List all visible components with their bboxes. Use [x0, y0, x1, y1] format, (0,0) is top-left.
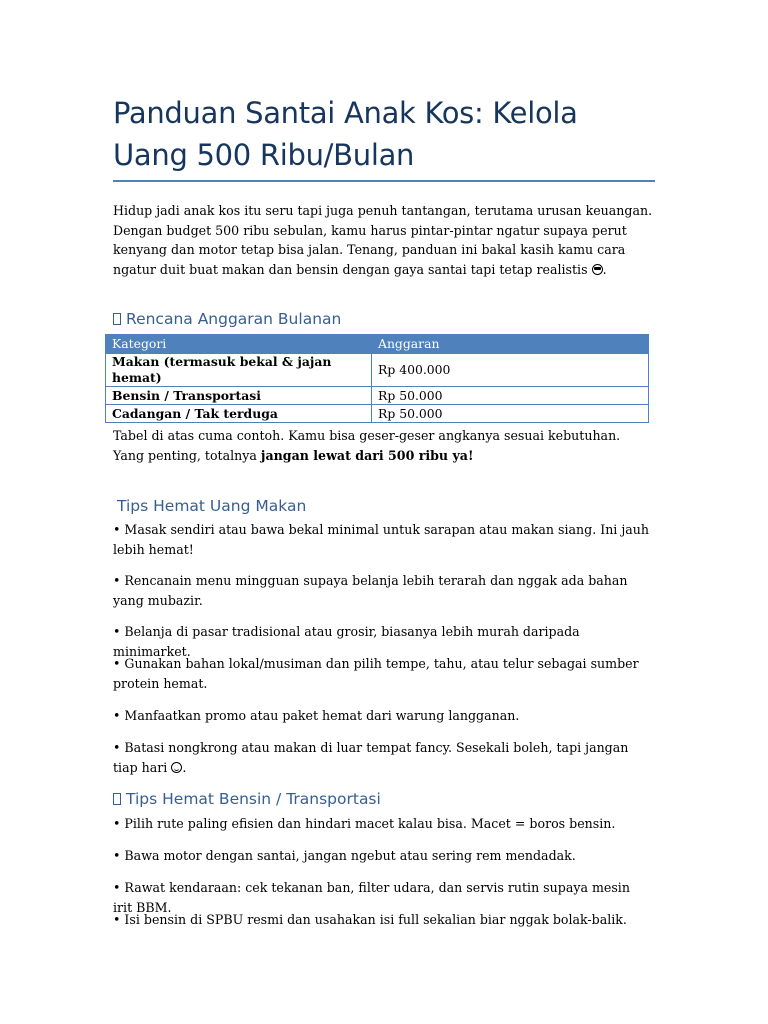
- list-item: • Manfaatkan promo atau paket hemat dari warung langganan.: [113, 708, 520, 723]
- laughing-face-icon: [171, 762, 182, 773]
- list-item: • Masak sendiri atau bawa bekal minimal untuk sarapan atau makan siang. Ini jauh lebih hemat!: [113, 522, 649, 557]
- list-item: • Isi bensin di SPBU resmi dan usahakan isi full sekalian biar nggak bolak-balik.: [113, 912, 627, 927]
- table-note-emphasis: jangan lewat dari 500 ribu ya!: [260, 447, 474, 463]
- list-item: • Rawat kendaraan: cek tekanan ban, filter udara, dan servis rutin supaya mesin irit BBM.: [113, 880, 630, 915]
- table-cell-category: Cadangan / Tak terduga: [106, 405, 372, 423]
- list-item: • Bawa motor dengan santai, jangan ngebut atau sering rem mendadak.: [113, 848, 576, 863]
- title-divider: [113, 180, 655, 182]
- missing-glyph-icon: [113, 313, 121, 325]
- table-cell-amount: Rp 50.000: [372, 405, 649, 423]
- table-header-cell: Anggaran: [372, 335, 649, 354]
- list-item: • Rencanain menu mingguan supaya belanja lebih terarah dan nggak ada bahan yang mubazir.: [113, 573, 628, 608]
- list-item: • Pilih rute paling efisien dan hindari macet kalau bisa. Macet = boros bensin.: [113, 816, 616, 831]
- budget-heading: Rencana Anggaran Bulanan: [113, 310, 341, 328]
- table-row: [106, 405, 649, 423]
- list-item: • Belanja di pasar tradisional atau grosir, biasanya lebih murah daripada minimarket.: [113, 624, 580, 659]
- budget-table: [105, 334, 649, 423]
- intro-paragraph: Hidup jadi anak kos itu seru tapi juga penuh tantangan, terutama urusan keuangan. Dengan budget 500 ribu sebulan, kamu harus pintar-pintar ngatur supaya perut kenyang dan motor tetap bisa jalan. Tenang, panduan ini bakal kasih kamu cara ngatur duit buat makan dan bensin dengan gaya santai tapi tetap realistis .: [113, 203, 653, 277]
- transport-tips-heading: Tips Hemat Bensin / Transportasi: [113, 790, 381, 808]
- missing-glyph-icon: [113, 793, 121, 805]
- table-cell-amount: Rp 400.000: [372, 354, 649, 387]
- list-item: • Gunakan bahan lokal/musiman dan pilih tempe, tahu, atau telur sebagai sumber protein hemat.: [113, 656, 639, 691]
- table-cell-category: Makan (termasuk bekal & jajan hemat): [106, 354, 372, 387]
- table-row: [106, 354, 649, 387]
- food-tips-heading: Tips Hemat Uang Makan: [117, 497, 307, 515]
- list-item: • Batasi nongkrong atau makan di luar tempat fancy. Sesekali boleh, tapi jangan tiap hari .: [113, 740, 629, 775]
- table-note: Tabel di atas cuma contoh. Kamu bisa geser-geser angkanya sesuai kebutuhan. Yang penting, totalnya jangan lewat dari 500 ribu ya!: [113, 428, 621, 463]
- table-cell-amount: Rp 50.000: [372, 387, 649, 405]
- table-header-row: [106, 335, 649, 354]
- table-row: [106, 387, 649, 405]
- intro-text: Hidup jadi anak kos itu seru tapi juga penuh tantangan, terutama urusan keuangan. Dengan budget 500 ribu sebulan, kamu harus pintar-pintar ngatur supaya perut kenyang dan motor tetap bisa jalan. Tenang, panduan ini bakal kasih kamu cara ngatur duit buat makan dan bensin dengan gaya santai tapi tetap realistis: [113, 203, 653, 277]
- table-header-cell: Kategori: [106, 335, 372, 354]
- table-cell-category: Bensin / Transportasi: [106, 387, 372, 405]
- sunglasses-face-icon: [592, 264, 603, 275]
- document-title: Panduan Santai Anak Kos: Kelola Uang 500 Ribu/Bulan: [113, 96, 578, 172]
